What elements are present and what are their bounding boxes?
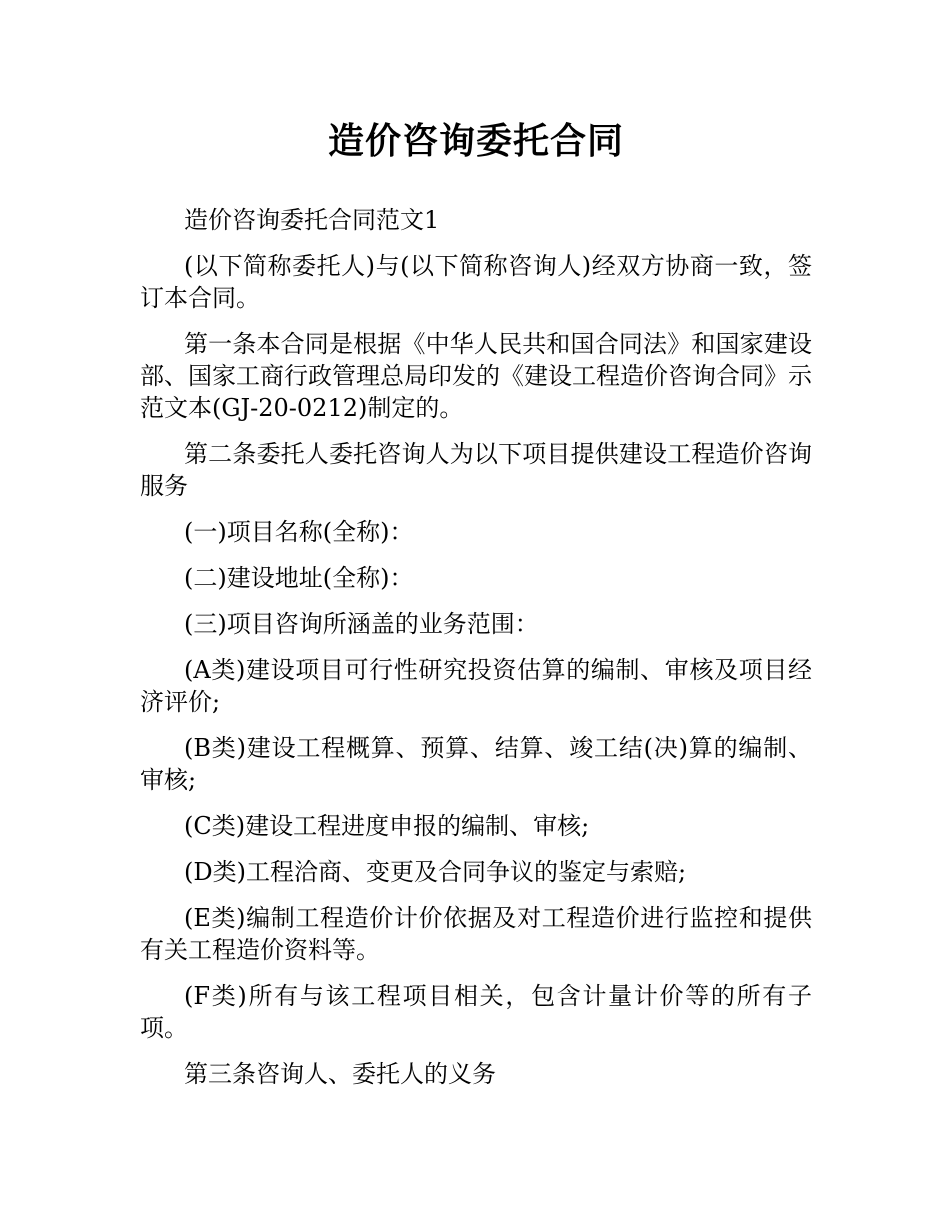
paragraph-parties: (以下简称委托人)与(以下简称咨询人)经双方协商一致，签订本合同。 (140, 252, 812, 312)
paragraph-subtitle: 造价咨询委托合同范文1 (184, 206, 440, 234)
paragraph-scope-e: (E类)编制工程造价计价依据及对工程造价进行监控和提供有关工程造价资料等。 (140, 904, 812, 964)
paragraph-business-scope: (三)项目咨询所涵盖的业务范围： (184, 610, 539, 638)
paragraph-scope-c: (C类)建设工程进度申报的编制、审核; (184, 812, 590, 840)
paragraph-scope-b: (B类)建设工程概算、预算、结算、竣工结(决)算的编制、审核; (140, 734, 812, 794)
paragraph-article-3: 第三条咨询人、委托人的义务 (184, 1060, 496, 1088)
paragraph-project-address: (二)建设地址(全称)： (184, 564, 414, 592)
paragraph-scope-a: (A类)建设项目可行性研究投资估算的编制、审核及项目经济评价; (140, 656, 812, 716)
paragraph-project-name: (一)项目名称(全称)： (184, 518, 414, 546)
paragraph-scope-f: (F类)所有与该工程项目相关，包含计量计价等的所有子项。 (140, 982, 812, 1042)
paragraph-scope-d: (D类)工程洽商、变更及合同争议的鉴定与索赔; (184, 858, 687, 886)
document-title: 造价咨询委托合同 (327, 121, 624, 162)
paragraph-article-2: 第二条委托人委托咨询人为以下项目提供建设工程造价咨询服务 (140, 440, 812, 500)
document-body (140, 204, 812, 1090)
paragraph-article-1: 第一条本合同是根据《中华人民共和国合同法》和国家建设部、国家工商行政管理总局印发的《建设工程造价咨询合同》示范文本(GJ-20-0212)制定的。 (140, 330, 812, 422)
